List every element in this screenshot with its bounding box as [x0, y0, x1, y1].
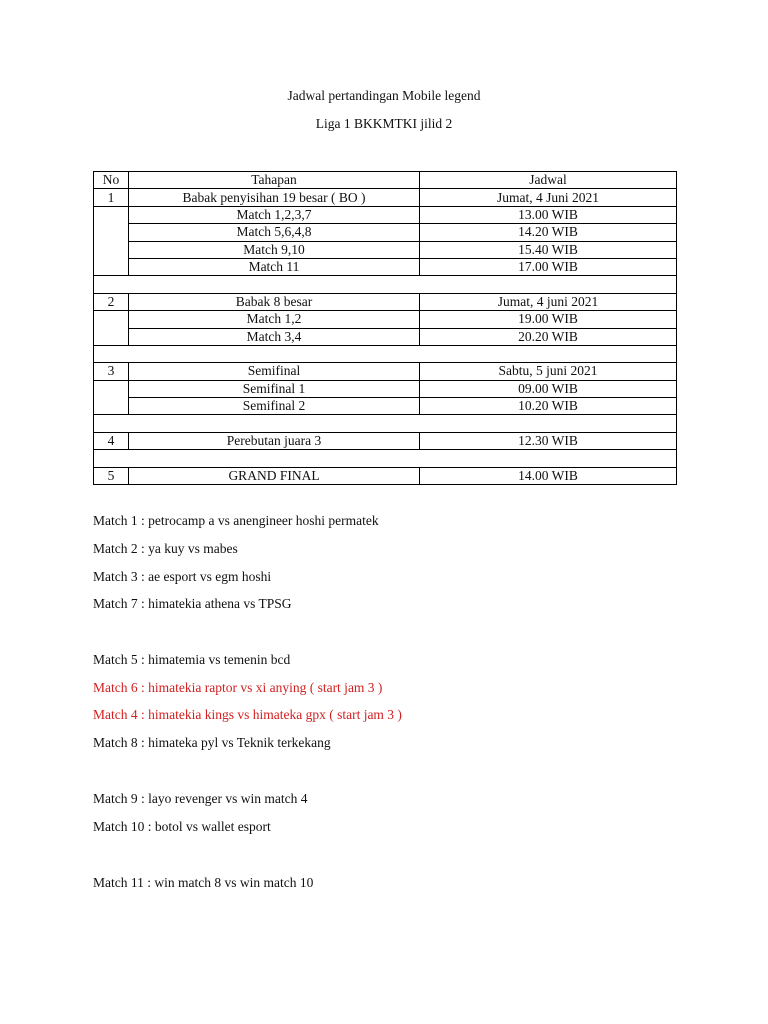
table-row	[94, 189, 677, 206]
table-row	[94, 363, 677, 380]
row-date: Jumat, 4 Juni 2021	[420, 189, 677, 206]
separator-cell	[94, 450, 677, 467]
row-date: 20.20 WIB	[420, 328, 677, 345]
match-line-5: Match 5 : himatemia vs temenin bcd	[93, 652, 291, 667]
table-header-row	[94, 172, 677, 189]
table-row	[94, 328, 677, 345]
row-date: 15.40 WIB	[420, 241, 677, 258]
row-date: 12.30 WIB	[420, 432, 677, 449]
schedule-table	[93, 171, 677, 485]
row-stage: Babak penyisihan 19 besar ( BO )	[129, 189, 420, 206]
table-separator-row	[94, 276, 677, 293]
row-stage: Semifinal 1	[129, 380, 420, 397]
row-no-empty	[94, 206, 129, 276]
row-no-empty	[94, 380, 129, 415]
table-row	[94, 206, 677, 223]
table-row	[94, 380, 677, 397]
match-line-2: Match 2 : ya kuy vs mabes	[93, 541, 238, 556]
row-stage: Match 1,2	[129, 311, 420, 328]
document-title: Jadwal pertandingan Mobile legend	[287, 88, 481, 103]
row-date: 17.00 WIB	[420, 258, 677, 275]
row-date: 19.00 WIB	[420, 311, 677, 328]
table-row	[94, 224, 677, 241]
row-stage: Match 1,2,3,7	[129, 206, 420, 223]
table-row	[94, 258, 677, 275]
match-line-9: Match 9 : layo revenger vs win match 4	[93, 791, 308, 806]
separator-cell	[94, 276, 677, 293]
row-date: 14.20 WIB	[420, 224, 677, 241]
match-line-6: Match 6 : himatekia raptor vs xi anying ( start jam 3 )	[93, 680, 383, 695]
row-no: 3	[94, 363, 129, 380]
table-row	[94, 241, 677, 258]
row-no: 5	[94, 467, 129, 484]
header-date: Jadwal	[420, 172, 677, 189]
row-date: 09.00 WIB	[420, 380, 677, 397]
row-stage: Match 11	[129, 258, 420, 275]
header-no: No	[94, 172, 129, 189]
separator-cell	[94, 415, 677, 432]
header-stage: Tahapan	[129, 172, 420, 189]
document-subtitle: Liga 1 BKKMTKI jilid 2	[315, 116, 453, 131]
match-line-8: Match 8 : himateka pyl vs Teknik terkekang	[93, 735, 331, 750]
row-date: Jumat, 4 juni 2021	[420, 293, 677, 310]
row-stage: Semifinal	[129, 363, 420, 380]
table-separator-row	[94, 345, 677, 362]
row-stage: Semifinal 2	[129, 398, 420, 415]
separator-cell	[94, 345, 677, 362]
table-separator-row	[94, 415, 677, 432]
row-no: 2	[94, 293, 129, 310]
row-date: 14.00 WIB	[420, 467, 677, 484]
match-line-7: Match 7 : himatekia athena vs TPSG	[93, 596, 292, 611]
row-stage: GRAND FINAL	[129, 467, 420, 484]
row-no: 1	[94, 189, 129, 206]
row-stage: Babak 8 besar	[129, 293, 420, 310]
match-line-11: Match 11 : win match 8 vs win match 10	[93, 875, 314, 890]
row-date: 13.00 WIB	[420, 206, 677, 223]
row-stage: Perebutan juara 3	[129, 432, 420, 449]
row-no: 4	[94, 432, 129, 449]
table-row	[94, 398, 677, 415]
table-row	[94, 311, 677, 328]
row-stage: Match 9,10	[129, 241, 420, 258]
table-row	[94, 467, 677, 484]
table-row	[94, 293, 677, 310]
match-line-4: Match 4 : himatekia kings vs himateka gpx ( start jam 3 )	[93, 707, 402, 722]
row-no-empty	[94, 311, 129, 346]
row-date: 10.20 WIB	[420, 398, 677, 415]
match-line-10: Match 10 : botol vs wallet esport	[93, 819, 271, 834]
row-date: Sabtu, 5 juni 2021	[420, 363, 677, 380]
match-line-1: Match 1 : petrocamp a vs anengineer hoshi permatek	[93, 513, 379, 528]
match-line-3: Match 3 : ae esport vs egm hoshi	[93, 569, 272, 584]
table-row	[94, 432, 677, 449]
row-stage: Match 3,4	[129, 328, 420, 345]
table-separator-row	[94, 450, 677, 467]
row-stage: Match 5,6,4,8	[129, 224, 420, 241]
